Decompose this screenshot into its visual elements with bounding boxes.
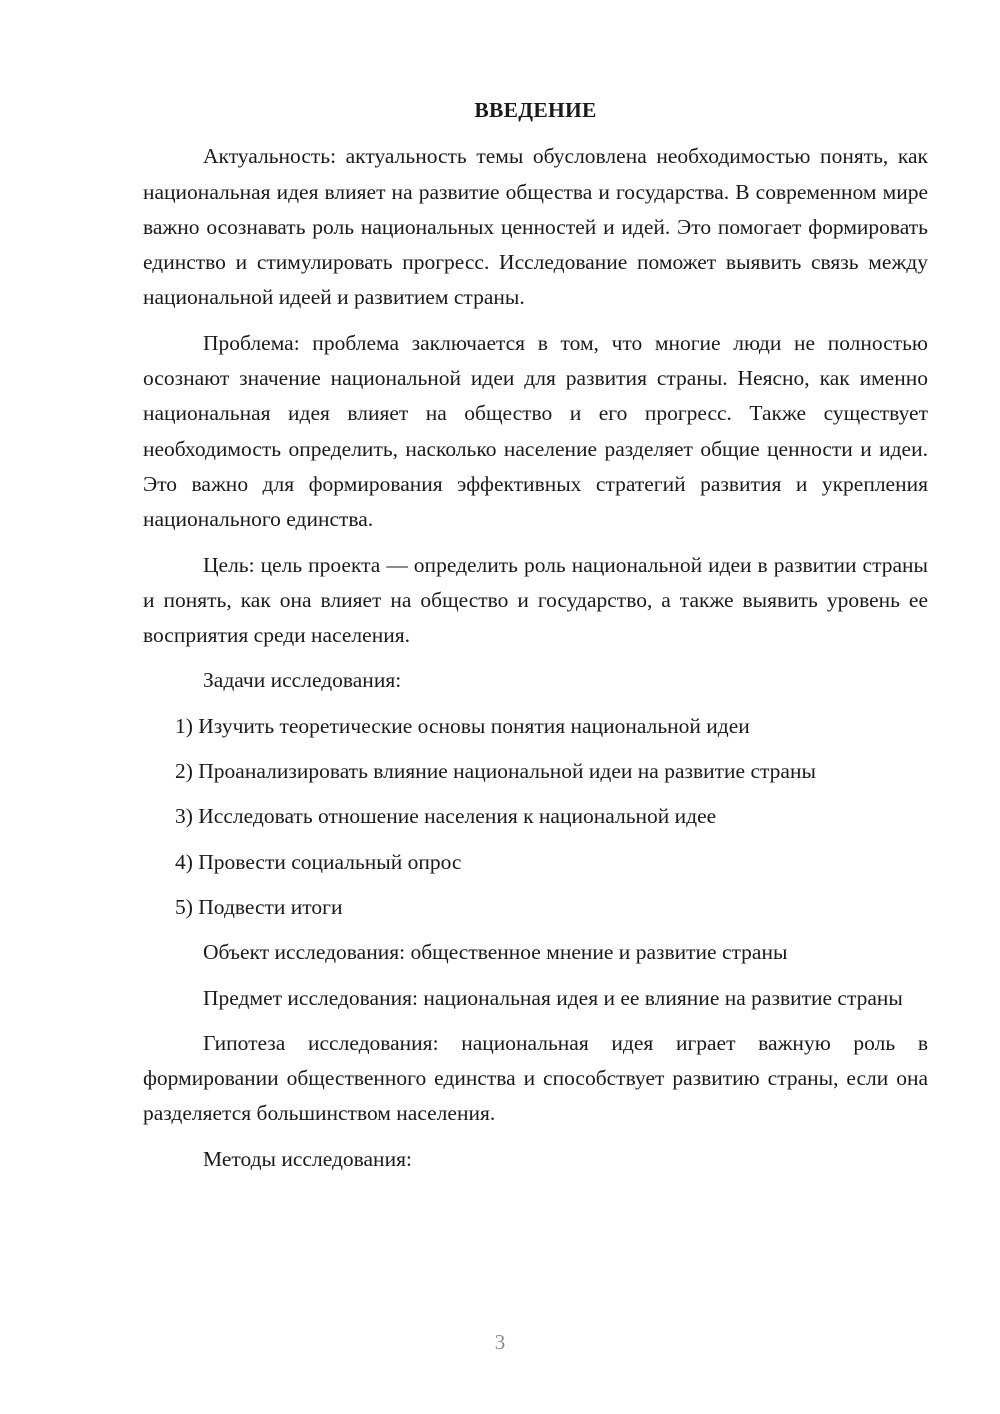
tasks-heading: Задачи исследования:: [203, 668, 402, 693]
methods-heading: Методы исследования:: [203, 1146, 412, 1171]
page-content: [143, 93, 928, 1187]
list-item: 5) Подвести итоги: [175, 894, 343, 919]
list-item: 2) Проанализировать влияние национальной идеи на развитие страны: [175, 759, 816, 784]
paragraph-hypothesis: Гипотеза исследования: национальная идея играет важную роль в формировании общественного единства и способствует развитию страны, если она разделяется большинством населения.: [143, 1030, 928, 1126]
tasks-list: [143, 709, 928, 925]
paragraph-goal: Цель: цель проекта — определить роль национальной идеи в развитии страны и понять, как она влияет на общество и государство, а также выявить уровень ее восприятия среди населения.: [143, 552, 928, 648]
list-item: 1) Изучить теоретические основы понятия национальной идеи: [175, 713, 750, 738]
list-item: 3) Исследовать отношение населения к национальной идее: [175, 804, 717, 829]
paragraph-relevance: Актуальность: актуальность темы обусловлена необходимостью понять, как национальная идея влияет на развитие общества и государства. В современном мире важно осознавать роль национальных ценностей и идей. Это помогает формировать единство и стимулировать прогресс. Исследование поможет выявить связь между национальной идеей и развитием страны.: [143, 144, 928, 310]
paragraph-problem: Проблема: проблема заключается в том, что многие люди не полностью осознают значение национальной идеи для развития страны. Неясно, как именно национальная идея влияет на общество и его прогресс. Также существует необходимость определить, насколько население разделяет общие ценности и идеи. Это важно для формирования эффективных стратегий развития и укрепления национального единства.: [143, 330, 928, 532]
list-item: 4) Провести социальный опрос: [175, 849, 462, 874]
page-number: 3: [494, 1330, 506, 1354]
paragraph-subject: Предмет исследования: национальная идея и ее влияние на развитие страны: [203, 985, 903, 1010]
paragraph-object: Объект исследования: общественное мнение и развитие страны: [203, 940, 788, 965]
section-heading: ВВЕДЕНИЕ: [474, 98, 597, 122]
